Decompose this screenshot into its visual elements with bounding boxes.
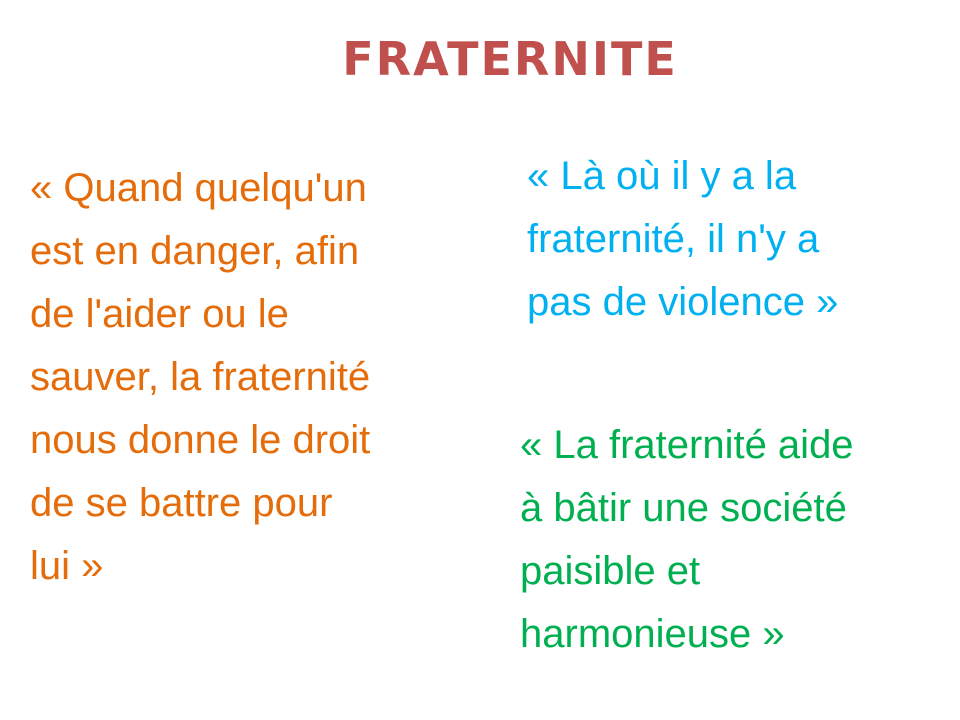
quote-line: lui »: [30, 544, 104, 588]
slide-title: FRATERNITE: [342, 32, 678, 86]
quote-line: est en danger, afin: [30, 229, 360, 273]
quote-line: à bâtir une société: [520, 486, 847, 530]
quote-line: de l'aider ou le: [30, 292, 289, 336]
quote-line: sauver, la fraternité: [30, 355, 371, 399]
quote-line: pas de violence »: [527, 280, 839, 324]
quote-right-top: [527, 145, 838, 334]
quote-line: paisible et: [520, 549, 701, 593]
quote-right-bottom: [520, 414, 854, 666]
quote-line: nous donne le droit: [30, 418, 371, 462]
quote-line: « La fraternité aide: [520, 423, 854, 467]
quote-line: « Quand quelqu'un: [30, 166, 367, 210]
quote-line: « Là où il y a la: [527, 154, 797, 198]
quote-left: [30, 157, 370, 598]
quote-line: de se battre pour: [30, 481, 333, 525]
quote-line: harmonieuse »: [520, 612, 785, 656]
quote-line: fraternité, il n'y a: [527, 217, 820, 261]
